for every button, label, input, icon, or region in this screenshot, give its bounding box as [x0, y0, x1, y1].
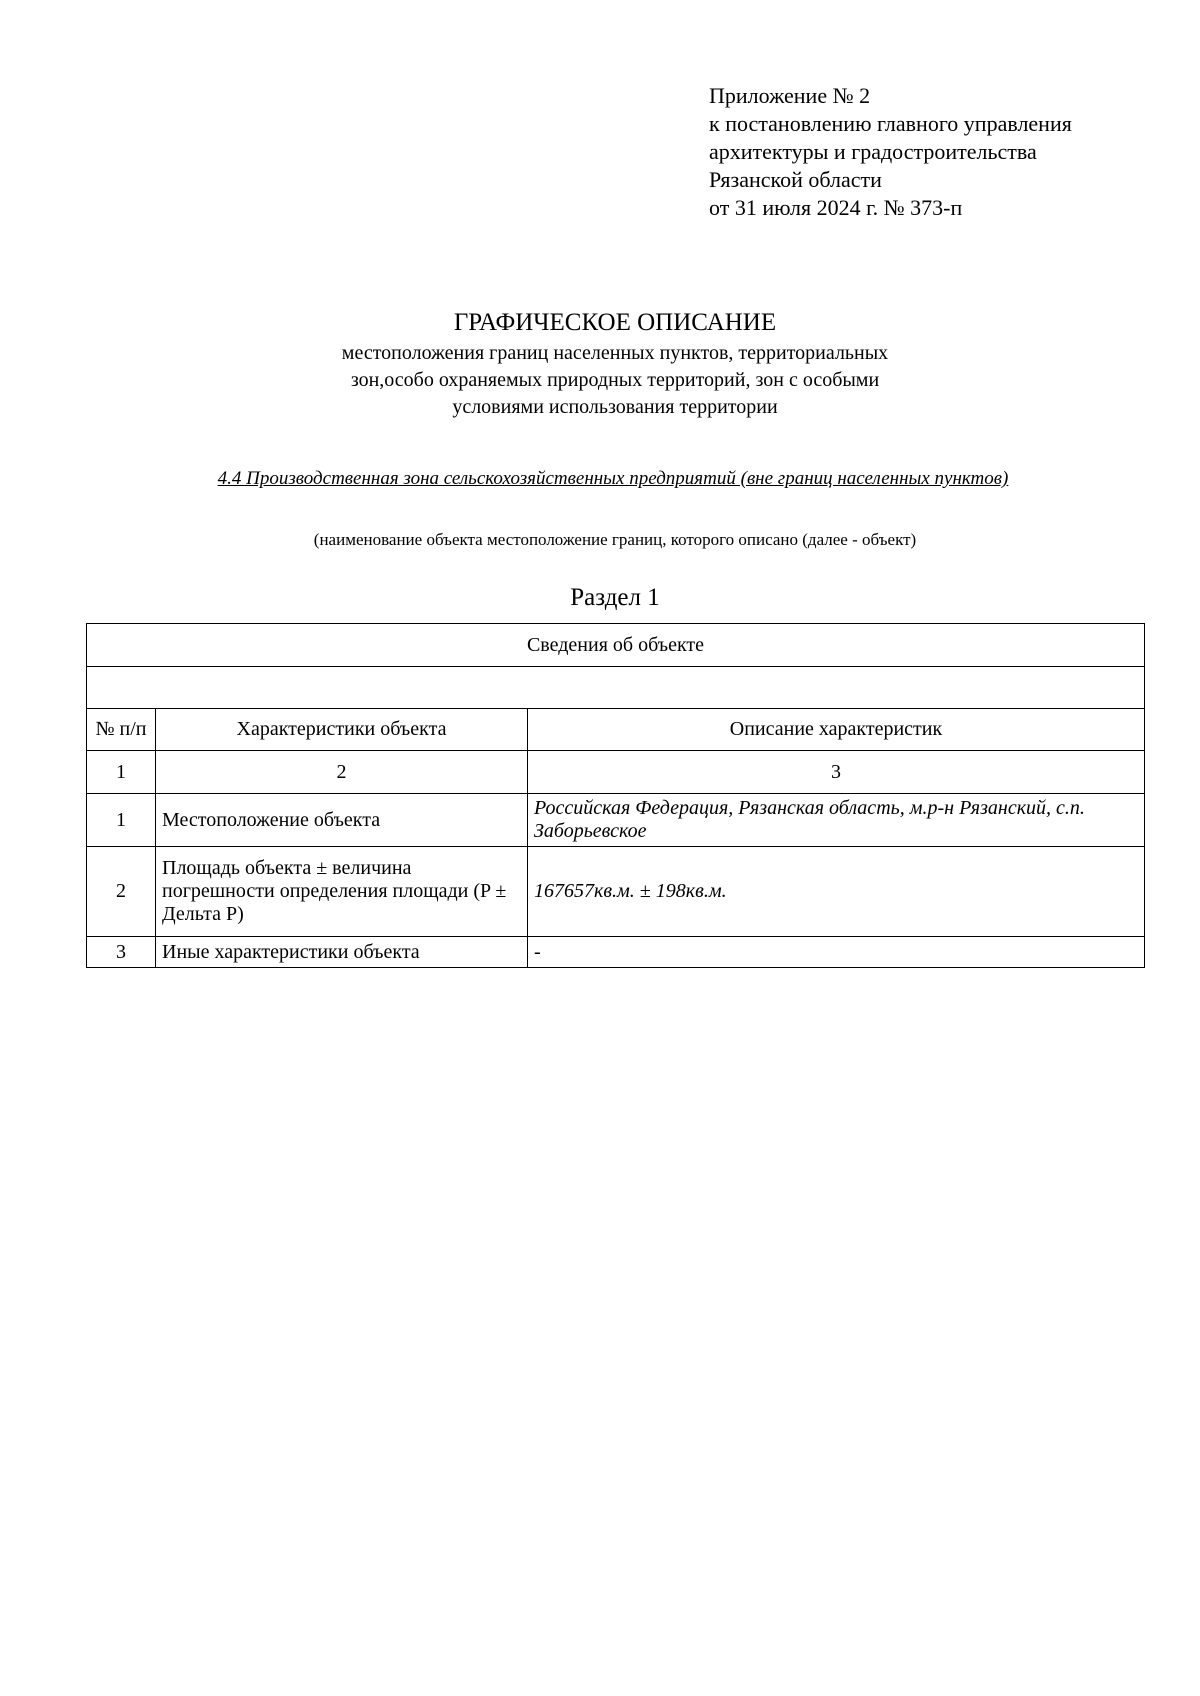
table-title-row — [87, 624, 1145, 667]
appendix-line: к постановлению главного управления — [709, 111, 1072, 136]
table-row — [87, 847, 1145, 937]
row-description: Российская Федерация, Рязанская область, м.р-н Рязанский, с.п. Заборьевское — [528, 794, 1145, 847]
header-number: № п/п — [87, 709, 156, 751]
object-name: 4.4 Производственная зона сельскохозяйственных предприятий (вне границ населенных пунктов) — [217, 468, 1009, 489]
column-number: 2 — [156, 751, 528, 794]
header-description: Описание характеристик — [528, 709, 1145, 751]
row-description: - — [528, 937, 1145, 968]
table-empty-row — [87, 667, 1145, 709]
table-row — [87, 794, 1145, 847]
column-number: 3 — [528, 751, 1145, 794]
appendix-line: Рязанской области — [709, 167, 882, 192]
table-header-row — [87, 709, 1145, 751]
row-characteristic: Иные характеристики объекта — [156, 937, 528, 968]
column-numbers-row — [87, 751, 1145, 794]
appendix-line: архитектуры и градостроительства — [709, 139, 1037, 164]
empty-cell — [87, 667, 1145, 709]
subtitle-line: условиями использования территории — [452, 396, 778, 418]
row-number: 1 — [87, 794, 156, 847]
appendix-line: от 31 июля 2024 г. № 373-п — [709, 195, 963, 220]
object-info-table — [86, 623, 1145, 968]
object-name-caption: (наименование объекта местоположение границ, которого описано (далее - объект) — [313, 530, 917, 549]
table-title: Сведения об объекте — [87, 624, 1145, 667]
row-characteristic: Местоположение объекта — [156, 794, 528, 847]
subtitle-line: зон,особо охраняемых природных территорий, зон с особыми — [350, 369, 880, 391]
appendix-block — [709, 82, 1072, 222]
appendix-line: Приложение № 2 — [709, 83, 871, 108]
header-characteristic: Характеристики объекта — [156, 709, 528, 751]
row-number: 3 — [87, 937, 156, 968]
column-number: 1 — [87, 751, 156, 794]
document-title: ГРАФИЧЕСКОЕ ОПИСАНИЕ — [453, 309, 777, 336]
section-title: Раздел 1 — [570, 584, 660, 611]
table-row — [87, 937, 1145, 968]
document-subtitle — [0, 340, 1200, 421]
row-characteristic: Площадь объекта ± величина погрешности определения площади (P ± Дельта P) — [156, 847, 528, 937]
subtitle-line: местоположения границ населенных пунктов, территориальных — [341, 342, 889, 364]
row-number: 2 — [87, 847, 156, 937]
row-description: 167657кв.м. ± 198кв.м. — [528, 847, 1145, 937]
